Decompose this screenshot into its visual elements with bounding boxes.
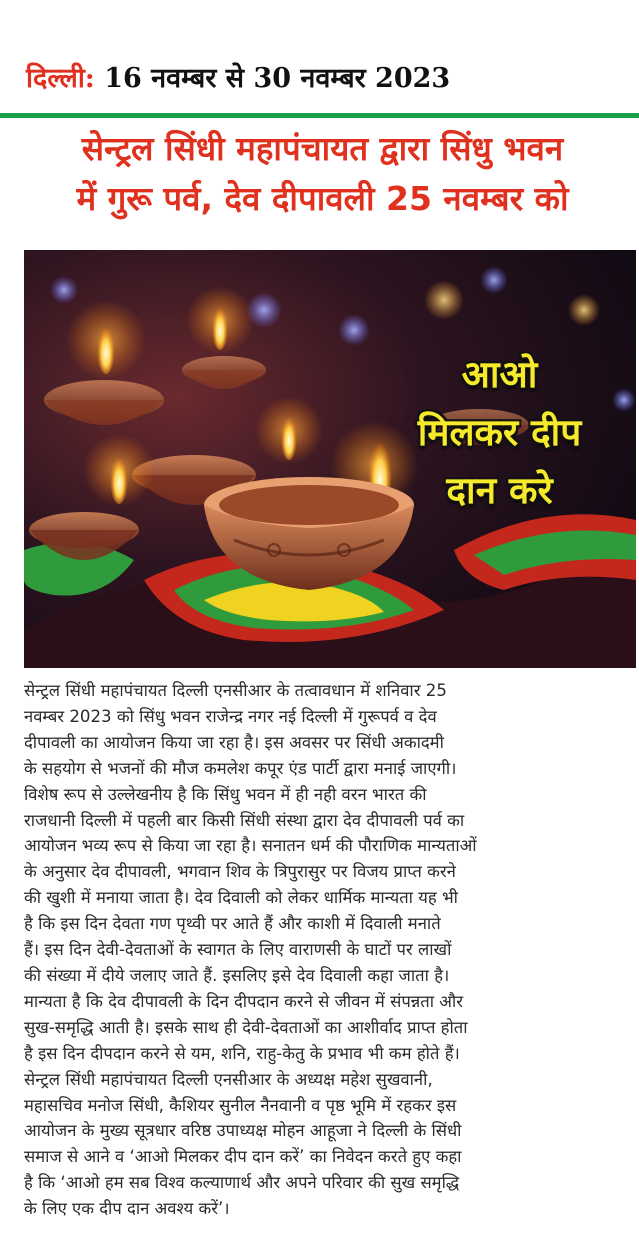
article-line: के लिए एक दीप दान अवश्य करें’। bbox=[24, 1199, 230, 1219]
article-line: सेन्ट्रल सिंधी महापंचायत दिल्ली एनसीआर के अध्यक्ष महेश सुखवानी, bbox=[24, 1069, 433, 1089]
diya-photo bbox=[24, 250, 636, 668]
headline bbox=[10, 124, 635, 224]
article-body bbox=[24, 678, 636, 1222]
headline-line-2: में गुरू पर्व, देव दीपावली 25 नवम्बर को bbox=[76, 179, 569, 218]
article-line: सुख-समृद्धि आती है। इसके साथ ही देवी-देवताओं का आशीर्वाद प्राप्त होता bbox=[24, 1017, 468, 1037]
headline-line-1: सेन्ट्रल सिंधी महापंचायत द्वारा सिंधु भवन bbox=[81, 129, 564, 168]
article-line: के अनुसार देव दीपावली, भगवान शिव के त्रिपुरासुर पर विजय प्राप्त करने bbox=[24, 862, 456, 882]
article-line: समाज से आने व ‘आओ मिलकर दीप दान करें’ का निवेदन करते हुए कहा bbox=[24, 1147, 462, 1167]
article-line: राजधानी दिल्ली में पहली बार किसी सिंधी संस्था द्वारा देव दीपावली पर्व का bbox=[24, 810, 465, 830]
article-line: के सहयोग से भजनों की मौज कमलेश कपूर एंड पार्टी द्वारा मनाई जाएगी। bbox=[24, 758, 457, 778]
article-line: है कि ‘आओ हम सब विश्व कल्याणार्थ और अपने परिवार की सुख समृद्धि bbox=[24, 1173, 460, 1193]
article-line: दीपावली का आयोजन किया जा रहा है। इस अवसर पर सिंधी अकादमी bbox=[24, 732, 444, 752]
article-line: है कि इस दिन देवता गण पृथ्वी पर आते हैं और काशी में दिवाली मनाते bbox=[24, 914, 441, 934]
overlay-line-1: आओ bbox=[461, 353, 538, 396]
overlay-line-3: दान करे bbox=[446, 469, 553, 512]
article-line: है इस दिन दीपदान करने से यम, शनि, राहु-केतु के प्रभाव भी कम होते हैं। bbox=[24, 1043, 460, 1063]
photo-overlay-caption bbox=[372, 346, 627, 520]
article-line: आयोजन के मुख्य सूत्रधार वरिष्ठ उपाध्यक्ष मोहन आहूजा ने दिल्ली के सिंधी bbox=[24, 1121, 462, 1141]
article-line: की संख्या में दीये जलाए जाते हैं. इसलिए इसे देव दिवाली कहा जाता है। bbox=[24, 965, 450, 985]
dateline-dates: 16 नवम्बर से 30 नवम्बर 2023 bbox=[104, 63, 451, 94]
article-line: आयोजन भव्य रूप से किया जा रहा है। सनातन धर्म की पौराणिक मान्यताओं bbox=[24, 836, 477, 856]
article-line: सेन्ट्रल सिंधी महापंचायत दिल्ली एनसीआर के तत्वावधान में शनिवार 25 bbox=[24, 681, 447, 700]
article-line: नवम्बर 2023 को सिंधु भवन राजेन्द्र नगर नई दिल्ली में गुरूपर्व व देव bbox=[24, 706, 437, 726]
article-line: की खुशी में मनाया जाता है। देव दिवाली को लेकर धार्मिक मान्यता यह भी bbox=[24, 888, 458, 908]
article-line: विशेष रूप से उल्लेखनीय है कि सिंधु भवन में ही नही वरन भारत की bbox=[24, 784, 427, 804]
dateline-place: दिल्ली: bbox=[26, 63, 95, 94]
dateline bbox=[26, 58, 450, 95]
article-line: मान्यता है कि देव दीपावली के दिन दीपदान करने से जीवन में संपन्नता और bbox=[24, 991, 464, 1011]
article-line: महासचिव मनोज सिंधी, कैशियर सुनील नैनवानी व पृष्ठ भूमि में रहकर इस bbox=[24, 1095, 457, 1115]
header-rule bbox=[0, 113, 639, 118]
article-line: हैं। इस दिन देवी-देवताओं के स्वागत के लिए वाराणसी के घाटों पर लाखों bbox=[24, 940, 452, 960]
overlay-line-2: मिलकर दीप bbox=[417, 411, 582, 454]
